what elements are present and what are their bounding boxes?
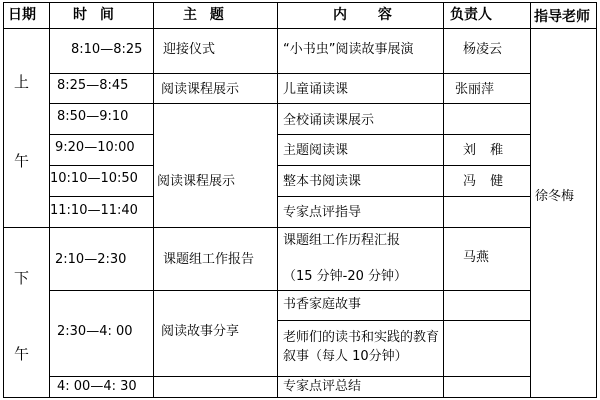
topic-cell: 课题组工作报告 <box>163 252 255 267</box>
border-left <box>3 2 4 398</box>
person-cell: 马燕 <box>463 250 490 265</box>
column-divider <box>49 2 50 398</box>
time-cell: 4: 00—4: 30 <box>57 379 137 394</box>
row-divider <box>49 290 530 291</box>
content-cell: 课题组工作历程汇报 <box>283 233 401 248</box>
border-bottom <box>3 397 597 398</box>
content-cell: 专家点评总结 <box>283 379 362 394</box>
content-cell: 书香家庭故事 <box>283 297 362 312</box>
content-cell: 老师们的读书和实践的教育叙事（每人 10分钟） <box>283 330 440 364</box>
topic-cell: 阅读课程展示 <box>161 82 240 97</box>
row-divider <box>49 103 530 104</box>
afternoon-label-bottom: 午 <box>14 345 30 363</box>
teacher-name: 徐冬梅 <box>535 189 575 204</box>
header-teacher: 指导老师 <box>534 9 590 25</box>
row-divider <box>49 134 153 135</box>
topic-cell: 迎接仪式 <box>163 42 216 57</box>
morning-label-bottom: 午 <box>14 152 30 170</box>
row-divider <box>49 165 153 166</box>
row-divider <box>49 73 530 74</box>
session-divider <box>3 227 530 228</box>
time-cell: 2:30—4: 00 <box>57 324 133 339</box>
row-divider <box>277 165 530 166</box>
content-cell: 整本书阅读课 <box>283 174 362 189</box>
time-cell: 9:20—10:00 <box>55 140 135 155</box>
schedule-table <box>3 2 597 398</box>
person-cell: 杨凌云 <box>463 42 503 57</box>
person-cell: 张丽萍 <box>455 82 495 97</box>
header-topic: 主 题 <box>183 7 224 23</box>
time-cell: 10:10—10:50 <box>50 171 138 186</box>
merged-topic-cell: 阅读课程展示 <box>157 174 236 189</box>
content-cell: “小书虫”阅读故事展演 <box>283 42 414 57</box>
content-cell: 儿童诵读课 <box>283 82 349 97</box>
time-cell: 2:10—2:30 <box>55 252 127 267</box>
content-cell: 专家点评指导 <box>283 205 362 220</box>
header-date: 日期 <box>8 7 36 23</box>
content-cell: 全校诵读课展示 <box>283 113 375 128</box>
row-divider <box>49 376 530 377</box>
row-divider <box>49 196 153 197</box>
header-content: 内 容 <box>333 7 392 23</box>
time-cell: 8:50—9:10 <box>57 109 129 124</box>
morning-label-top: 上 <box>14 73 30 91</box>
column-divider <box>153 2 154 398</box>
person-cell: 刘 稚 <box>463 143 504 158</box>
header-time: 时 间 <box>73 7 114 23</box>
time-cell: 11:10—11:40 <box>50 203 138 218</box>
person-cell: 冯 健 <box>463 174 504 189</box>
column-divider <box>277 2 278 398</box>
column-divider <box>530 2 531 398</box>
header-divider <box>3 28 597 29</box>
topic-cell: 阅读故事分享 <box>161 324 240 339</box>
row-divider <box>277 320 530 321</box>
border-top <box>3 2 597 3</box>
content-cell-note: （15 分钟-20 分钟） <box>283 269 408 284</box>
column-divider <box>443 2 444 398</box>
row-divider <box>277 134 530 135</box>
header-person: 负责人 <box>450 7 492 23</box>
row-divider <box>277 196 530 197</box>
border-right <box>596 2 597 398</box>
time-cell: 8:25—8:45 <box>57 78 129 93</box>
time-cell: 8:10—8:25 <box>71 42 143 57</box>
afternoon-label-top: 下 <box>14 269 30 287</box>
content-cell: 主题阅读课 <box>283 143 349 158</box>
